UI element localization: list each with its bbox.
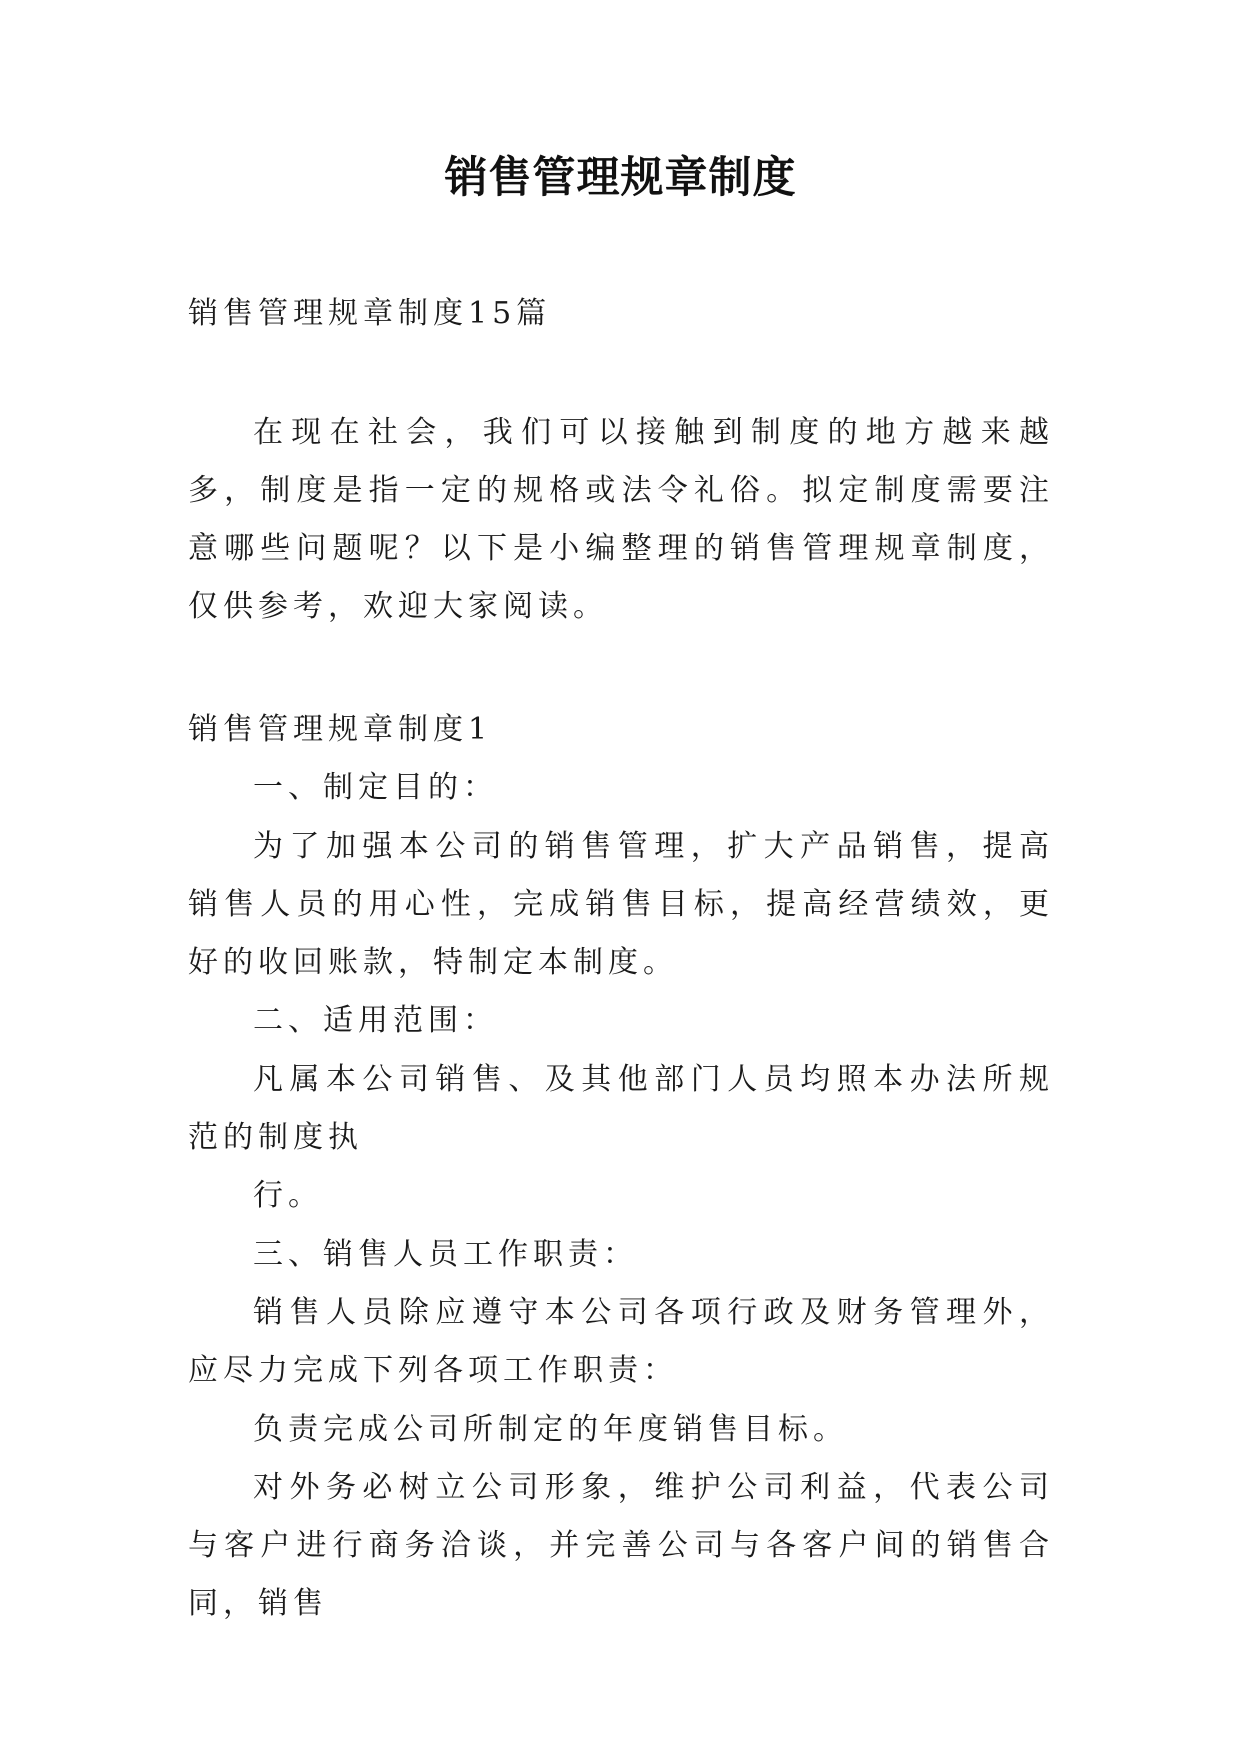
clause-heading: 一、制定目的： bbox=[253, 770, 498, 806]
body-paragraph-continuation: 行。 bbox=[253, 1178, 323, 1214]
document-subtitle: 销售管理规章制度15篇 bbox=[188, 296, 552, 331]
document-body bbox=[188, 701, 1054, 1634]
intro-paragraph: 在现在社会，我们可以接触到制度的地方越来越多，制度是指一定的规格或法令礼俗。拟定制度需要注意哪些问题呢？以下是小编整理的销售管理规章制度，仅供参考，欢迎大家阅读。 bbox=[188, 415, 1054, 624]
body-paragraph: 为了加强本公司的销售管理，扩大产品销售，提高销售人员的用心性，完成销售目标，提高经营绩效，更好的收回账款，特制定本制度。 bbox=[188, 828, 1054, 981]
body-paragraph: 负责完成公司所制定的年度销售目标。 bbox=[253, 1411, 848, 1447]
clause-heading: 二、适用范围： bbox=[253, 1003, 498, 1039]
document-title: 销售管理规章制度 bbox=[444, 153, 797, 203]
section-heading: 销售管理规章制度1 bbox=[188, 712, 493, 747]
body-paragraph: 销售人员除应遵守本公司各项行政及财务管理外，应尽力完成下列各项工作职责： bbox=[188, 1294, 1054, 1389]
body-paragraph: 对外务必树立公司形象，维护公司利益，代表公司与客户进行商务洽谈，并完善公司与各客户间的销售合同，销售 bbox=[188, 1469, 1054, 1622]
clause-heading: 三、销售人员工作职责： bbox=[253, 1236, 638, 1272]
body-paragraph: 凡属本公司销售、及其他部门人员均照本办法所规范的制度执 bbox=[188, 1061, 1054, 1156]
